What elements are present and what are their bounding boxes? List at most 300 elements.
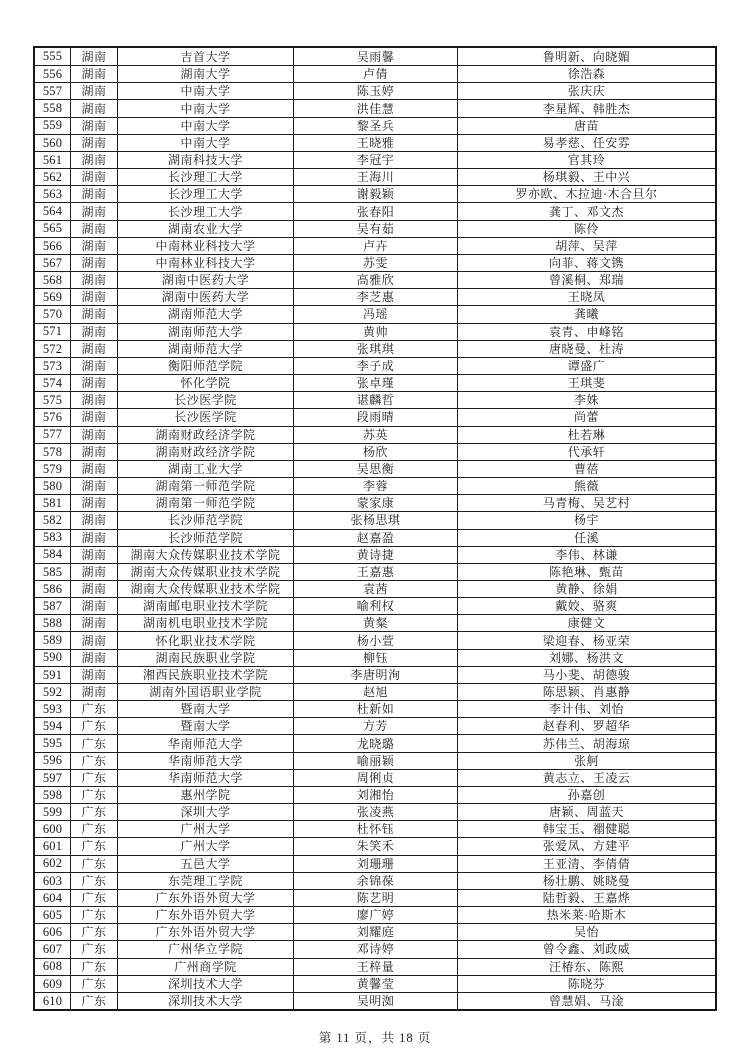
table-row <box>35 923 715 940</box>
table-row <box>35 563 715 580</box>
table-row <box>35 752 715 769</box>
cell-advisors: 熊薇 <box>457 478 715 494</box>
table-row <box>35 374 715 391</box>
cell-province: 湖南 <box>70 100 117 116</box>
cell-student-name: 杨欣 <box>293 444 457 460</box>
cell-student-name: 段雨晴 <box>293 409 457 425</box>
cell-university: 中南大学 <box>117 135 293 151</box>
cell-advisors: 张爱凤、方建平 <box>457 838 715 854</box>
cell-province: 湖南 <box>70 478 117 494</box>
table-row <box>35 529 715 546</box>
cell-advisors: 李星辉、韩胜杰 <box>457 100 715 116</box>
cell-province: 湖南 <box>70 289 117 305</box>
table-row <box>35 99 715 116</box>
cell-student-name: 苏雯 <box>293 255 457 271</box>
cell-row-number: 606 <box>42 925 63 940</box>
table-row <box>35 168 715 185</box>
cell-province: 广东 <box>70 787 117 803</box>
cell-province: 湖南 <box>70 512 117 528</box>
cell-student-name: 张卓瑾 <box>293 375 457 391</box>
cell-university: 长沙师范学院 <box>117 512 293 528</box>
cell-province: 广东 <box>70 718 117 734</box>
cell-student-name: 方芳 <box>293 718 457 734</box>
cell-university: 衡阳师范学院 <box>117 358 293 374</box>
cell-province: 湖南 <box>70 444 117 460</box>
cell-university: 湖南工业大学 <box>117 461 293 477</box>
cell-province: 湖南 <box>70 48 117 65</box>
table-row <box>35 288 715 305</box>
cell-student-name: 刘湘怡 <box>293 787 457 803</box>
cell-province: 湖南 <box>70 83 117 99</box>
cell-advisors: 代承轩 <box>457 444 715 460</box>
cell-province: 广东 <box>70 701 117 717</box>
cell-province: 湖南 <box>70 238 117 254</box>
table-row <box>35 408 715 425</box>
table-row <box>35 391 715 408</box>
cell-student-name: 洪佳慧 <box>293 100 457 116</box>
cell-advisors: 黄静、徐娟 <box>457 581 715 597</box>
cell-advisors: 王晓凤 <box>457 289 715 305</box>
cell-university: 湖南中医药大学 <box>117 289 293 305</box>
cell-university: 广东外语外贸大学 <box>117 907 293 923</box>
cell-row-number: 573 <box>42 358 63 373</box>
cell-advisors: 杨宇 <box>457 512 715 528</box>
cell-student-name: 张琪琪 <box>293 341 457 357</box>
cell-province: 湖南 <box>70 152 117 168</box>
cell-province: 湖南 <box>70 684 117 700</box>
table-row <box>35 443 715 460</box>
cell-row-number: 592 <box>42 684 63 699</box>
table-row <box>35 769 715 786</box>
cell-advisors: 张舸 <box>457 753 715 769</box>
cell-university: 湖南财政经济学院 <box>117 427 293 443</box>
cell-row-number: 569 <box>42 290 63 305</box>
table-row <box>35 734 715 751</box>
cell-advisors: 陈思颖、肖惠静 <box>457 684 715 700</box>
cell-university: 惠州学院 <box>117 787 293 803</box>
cell-university: 湖南机电职业技术学院 <box>117 615 293 631</box>
cell-university: 湖南民族职业学院 <box>117 650 293 666</box>
page-footer: 第 11 页，共 18 页 <box>318 1031 432 1045</box>
cell-province: 湖南 <box>70 461 117 477</box>
cell-student-name: 喻利权 <box>293 598 457 614</box>
cell-row-number: 590 <box>42 650 63 665</box>
cell-row-number: 587 <box>42 598 63 613</box>
table-row <box>35 323 715 340</box>
cell-advisors: 陆哲毅、王嘉烨 <box>457 890 715 906</box>
cell-advisors: 王亚清、李倩倩 <box>457 856 715 872</box>
cell-advisors: 陈晓芬 <box>457 976 715 992</box>
cell-university: 广州大学 <box>117 838 293 854</box>
cell-province: 湖南 <box>70 66 117 82</box>
cell-university: 暨南大学 <box>117 718 293 734</box>
cell-row-number: 588 <box>42 616 63 631</box>
cell-province: 广东 <box>70 838 117 854</box>
cell-advisors: 官其玲 <box>457 152 715 168</box>
cell-advisors: 任溪 <box>457 530 715 546</box>
cell-student-name: 杜新如 <box>293 701 457 717</box>
cell-row-number: 576 <box>42 410 63 425</box>
table-row <box>35 580 715 597</box>
cell-row-number: 562 <box>42 169 63 184</box>
cell-student-name: 王晓雅 <box>293 135 457 151</box>
cell-row-number: 596 <box>42 753 63 768</box>
cell-province: 湖南 <box>70 203 117 219</box>
cell-university: 广东外语外贸大学 <box>117 890 293 906</box>
cell-student-name: 杜怀钰 <box>293 821 457 837</box>
cell-university: 湖南师范大学 <box>117 324 293 340</box>
cell-row-number: 600 <box>42 822 63 837</box>
cell-student-name: 张凌燕 <box>293 804 457 820</box>
cell-row-number: 568 <box>42 272 63 287</box>
cell-row-number: 603 <box>42 873 63 888</box>
cell-province: 湖南 <box>70 324 117 340</box>
cell-student-name: 余锦葆 <box>293 873 457 889</box>
cell-advisors: 曾溪桐、郑瑞 <box>457 272 715 288</box>
cell-row-number: 572 <box>42 341 63 356</box>
cell-province: 广东 <box>70 993 117 1009</box>
cell-province: 湖南 <box>70 186 117 202</box>
cell-university: 长沙师范学院 <box>117 530 293 546</box>
cell-row-number: 595 <box>42 736 63 751</box>
cell-row-number: 566 <box>42 238 63 253</box>
cell-university: 华南师范大学 <box>117 770 293 786</box>
table-row <box>35 271 715 288</box>
cell-student-name: 柳钰 <box>293 650 457 666</box>
cell-province: 湖南 <box>70 221 117 237</box>
cell-university: 东莞理工学院 <box>117 873 293 889</box>
cell-province: 湖南 <box>70 255 117 271</box>
cell-advisors: 李伟、林谦 <box>457 547 715 563</box>
cell-university: 五邑大学 <box>117 856 293 872</box>
table-row <box>35 855 715 872</box>
cell-row-number: 580 <box>42 478 63 493</box>
table-row <box>35 546 715 563</box>
cell-advisors: 杨壮鹏、姚晓曼 <box>457 873 715 889</box>
cell-university: 湘西民族职业技术学院 <box>117 667 293 683</box>
cell-advisors: 向菲、蒋文镌 <box>457 255 715 271</box>
cell-province: 广东 <box>70 959 117 975</box>
table-row <box>35 683 715 700</box>
cell-student-name: 李冠宇 <box>293 152 457 168</box>
cell-student-name: 陈艺明 <box>293 890 457 906</box>
cell-province: 湖南 <box>70 341 117 357</box>
cell-student-name: 黎圣兵 <box>293 118 457 134</box>
cell-university: 中南林业科技大学 <box>117 255 293 271</box>
cell-row-number: 608 <box>42 959 63 974</box>
cell-student-name: 喻丽颖 <box>293 753 457 769</box>
cell-student-name: 李蓉 <box>293 478 457 494</box>
cell-province: 湖南 <box>70 358 117 374</box>
table-row <box>35 940 715 957</box>
cell-advisors: 张庆庆 <box>457 83 715 99</box>
cell-province: 广东 <box>70 770 117 786</box>
cell-row-number: 604 <box>42 890 63 905</box>
table-row <box>35 357 715 374</box>
cell-university: 深圳大学 <box>117 804 293 820</box>
table-row <box>35 631 715 648</box>
cell-university: 华南师范大学 <box>117 735 293 751</box>
cell-advisors: 热米莱·哈斯木 <box>457 907 715 923</box>
cell-student-name: 谢毅颖 <box>293 186 457 202</box>
table-row <box>35 614 715 631</box>
cell-advisors: 杜若琳 <box>457 427 715 443</box>
cell-student-name: 李唐明洵 <box>293 667 457 683</box>
cell-advisors: 王琪斐 <box>457 375 715 391</box>
cell-student-name: 王海川 <box>293 169 457 185</box>
table-row <box>35 511 715 528</box>
cell-row-number: 557 <box>42 84 63 99</box>
table-row <box>35 220 715 237</box>
cell-row-number: 610 <box>42 993 63 1008</box>
cell-student-name: 王梓量 <box>293 959 457 975</box>
cell-student-name: 赵旭 <box>293 684 457 700</box>
cell-university: 广州华立学院 <box>117 941 293 957</box>
cell-advisors: 陈伶 <box>457 221 715 237</box>
cell-student-name: 黄粲 <box>293 615 457 631</box>
table-row <box>35 992 715 1009</box>
table-row <box>35 202 715 219</box>
table-row <box>35 305 715 322</box>
cell-row-number: 565 <box>42 221 63 236</box>
table-row <box>35 820 715 837</box>
cell-university: 湖南师范大学 <box>117 306 293 322</box>
cell-row-number: 599 <box>42 804 63 819</box>
cell-student-name: 冯瑶 <box>293 306 457 322</box>
cell-university: 吉首大学 <box>117 48 293 65</box>
table-row <box>35 958 715 975</box>
cell-student-name: 卢倩 <box>293 66 457 82</box>
table-row <box>35 666 715 683</box>
cell-advisors: 龚丁、邓文杰 <box>457 203 715 219</box>
cell-university: 长沙理工大学 <box>117 169 293 185</box>
cell-row-number: 594 <box>42 719 63 734</box>
cell-university: 中南大学 <box>117 83 293 99</box>
cell-row-number: 582 <box>42 513 63 528</box>
cell-row-number: 571 <box>42 324 63 339</box>
cell-row-number: 575 <box>42 393 63 408</box>
cell-student-name: 赵嘉盈 <box>293 530 457 546</box>
cell-province: 湖南 <box>70 564 117 580</box>
cell-university: 广州商学院 <box>117 959 293 975</box>
cell-province: 广东 <box>70 907 117 923</box>
cell-university: 湖南第一师范学院 <box>117 495 293 511</box>
cell-row-number: 585 <box>42 564 63 579</box>
cell-row-number: 602 <box>42 856 63 871</box>
cell-row-number: 589 <box>42 633 63 648</box>
cell-advisors: 龚曦 <box>457 306 715 322</box>
cell-university: 暨南大学 <box>117 701 293 717</box>
cell-row-number: 609 <box>42 976 63 991</box>
cell-student-name: 邓诗婷 <box>293 941 457 957</box>
cell-row-number: 579 <box>42 461 63 476</box>
cell-university: 怀化学院 <box>117 375 293 391</box>
table-row <box>35 117 715 134</box>
cell-province: 湖南 <box>70 547 117 563</box>
cell-university: 湖南财政经济学院 <box>117 444 293 460</box>
cell-advisors: 李姝 <box>457 392 715 408</box>
cell-province: 广东 <box>70 753 117 769</box>
cell-university: 湖南大众传媒职业技术学院 <box>117 547 293 563</box>
cell-university: 怀化职业技术学院 <box>117 632 293 648</box>
cell-student-name: 吴雨馨 <box>293 48 457 65</box>
cell-row-number: 570 <box>42 307 63 322</box>
cell-advisors: 唐苗 <box>457 118 715 134</box>
cell-row-number: 584 <box>42 547 63 562</box>
cell-province: 广东 <box>70 976 117 992</box>
cell-student-name: 黄诗捷 <box>293 547 457 563</box>
cell-province: 湖南 <box>70 650 117 666</box>
table-row <box>35 906 715 923</box>
cell-student-name: 杨小萱 <box>293 632 457 648</box>
cell-student-name: 吴明洳 <box>293 993 457 1009</box>
cell-advisors: 鲁明新、向晓媚 <box>457 48 715 65</box>
cell-university: 中南大学 <box>117 100 293 116</box>
cell-advisors: 康健文 <box>457 615 715 631</box>
cell-province: 湖南 <box>70 598 117 614</box>
cell-student-name: 卢卉 <box>293 238 457 254</box>
cell-row-number: 563 <box>42 187 63 202</box>
cell-student-name: 朱笑禾 <box>293 838 457 854</box>
cell-advisors: 苏伟兰、胡海琼 <box>457 735 715 751</box>
cell-university: 深圳技术大学 <box>117 993 293 1009</box>
table-row <box>35 254 715 271</box>
table-row <box>35 889 715 906</box>
cell-student-name: 吴有茹 <box>293 221 457 237</box>
cell-advisors: 黄志立、王凌云 <box>457 770 715 786</box>
cell-province: 广东 <box>70 804 117 820</box>
cell-province: 广东 <box>70 856 117 872</box>
cell-advisors: 唐颖、周蓝天 <box>457 804 715 820</box>
cell-university: 湖南师范大学 <box>117 341 293 357</box>
cell-province: 广东 <box>70 941 117 957</box>
cell-university: 湖南第一师范学院 <box>117 478 293 494</box>
table-row <box>35 872 715 889</box>
cell-row-number: 574 <box>42 375 63 390</box>
cell-student-name: 张春阳 <box>293 203 457 219</box>
cell-advisors: 吴怡 <box>457 924 715 940</box>
cell-advisors: 曾慧娟、马淦 <box>457 993 715 1009</box>
cell-row-number: 598 <box>42 787 63 802</box>
results-table <box>33 46 717 1011</box>
table-row <box>35 237 715 254</box>
cell-student-name: 廖广婷 <box>293 907 457 923</box>
cell-university: 华南师范大学 <box>117 753 293 769</box>
cell-province: 湖南 <box>70 667 117 683</box>
cell-university: 湖南邮电职业技术学院 <box>117 598 293 614</box>
cell-province: 湖南 <box>70 135 117 151</box>
cell-province: 湖南 <box>70 409 117 425</box>
cell-province: 湖南 <box>70 495 117 511</box>
table-row <box>35 837 715 854</box>
cell-university: 湖南科技大学 <box>117 152 293 168</box>
table-row <box>35 151 715 168</box>
cell-advisors: 易孝慈、任安雰 <box>457 135 715 151</box>
cell-advisors: 马小斐、胡德骏 <box>457 667 715 683</box>
cell-row-number: 586 <box>42 581 63 596</box>
table-row <box>35 65 715 82</box>
cell-row-number: 578 <box>42 444 63 459</box>
cell-province: 湖南 <box>70 118 117 134</box>
cell-row-number: 556 <box>42 66 63 81</box>
cell-province: 湖南 <box>70 632 117 648</box>
cell-province: 湖南 <box>70 272 117 288</box>
cell-advisors: 曾令鑫、刘政威 <box>457 941 715 957</box>
table-row <box>35 340 715 357</box>
cell-advisors: 谭盛广 <box>457 358 715 374</box>
cell-advisors: 尚蕾 <box>457 409 715 425</box>
cell-row-number: 601 <box>42 839 63 854</box>
cell-student-name: 高雅欣 <box>293 272 457 288</box>
cell-student-name: 张杨思琪 <box>293 512 457 528</box>
table-row <box>35 48 715 65</box>
cell-row-number: 561 <box>42 152 63 167</box>
cell-advisors: 胡萍、吴萍 <box>457 238 715 254</box>
table-row <box>35 460 715 477</box>
cell-advisors: 袁青、申峰铭 <box>457 324 715 340</box>
cell-province: 广东 <box>70 821 117 837</box>
cell-student-name: 李芝惠 <box>293 289 457 305</box>
cell-row-number: 593 <box>42 701 63 716</box>
cell-advisors: 唐晓曼、杜涛 <box>457 341 715 357</box>
cell-university: 湖南大学 <box>117 66 293 82</box>
cell-university: 中南大学 <box>117 118 293 134</box>
cell-university: 湖南农业大学 <box>117 221 293 237</box>
cell-university: 长沙医学院 <box>117 409 293 425</box>
cell-province: 湖南 <box>70 530 117 546</box>
cell-student-name: 刘耀庭 <box>293 924 457 940</box>
table-row <box>35 477 715 494</box>
table-row <box>35 717 715 734</box>
cell-province: 广东 <box>70 890 117 906</box>
cell-advisors: 罗亦欧、木拉迪·木合旦尔 <box>457 186 715 202</box>
cell-university: 湖南大众传媒职业技术学院 <box>117 564 293 580</box>
cell-row-number: 597 <box>42 770 63 785</box>
cell-student-name: 周俐贞 <box>293 770 457 786</box>
cell-university: 深圳技术大学 <box>117 976 293 992</box>
cell-advisors: 梁迎春、杨亚荣 <box>457 632 715 648</box>
cell-student-name: 王嘉惠 <box>293 564 457 580</box>
cell-province: 湖南 <box>70 375 117 391</box>
table-row <box>35 700 715 717</box>
cell-student-name: 龙晓璐 <box>293 735 457 751</box>
table-row <box>35 786 715 803</box>
cell-row-number: 583 <box>42 530 63 545</box>
cell-row-number: 559 <box>42 118 63 133</box>
cell-row-number: 558 <box>42 101 63 116</box>
cell-student-name: 吴思衡 <box>293 461 457 477</box>
cell-university: 中南林业科技大学 <box>117 238 293 254</box>
cell-university: 长沙理工大学 <box>117 186 293 202</box>
cell-advisors: 孙嘉创 <box>457 787 715 803</box>
cell-advisors: 戴姣、骆爽 <box>457 598 715 614</box>
table-row <box>35 597 715 614</box>
cell-row-number: 605 <box>42 907 63 922</box>
cell-row-number: 555 <box>42 49 63 64</box>
cell-university: 湖南大众传媒职业技术学院 <box>117 581 293 597</box>
cell-university: 广州大学 <box>117 821 293 837</box>
cell-advisors: 李计伟、刘怡 <box>457 701 715 717</box>
cell-row-number: 567 <box>42 255 63 270</box>
cell-row-number: 577 <box>42 427 63 442</box>
cell-province: 广东 <box>70 735 117 751</box>
cell-province: 广东 <box>70 873 117 889</box>
cell-student-name: 蒙家康 <box>293 495 457 511</box>
cell-province: 广东 <box>70 924 117 940</box>
cell-province: 湖南 <box>70 615 117 631</box>
cell-province: 湖南 <box>70 392 117 408</box>
cell-student-name: 黄帅 <box>293 324 457 340</box>
